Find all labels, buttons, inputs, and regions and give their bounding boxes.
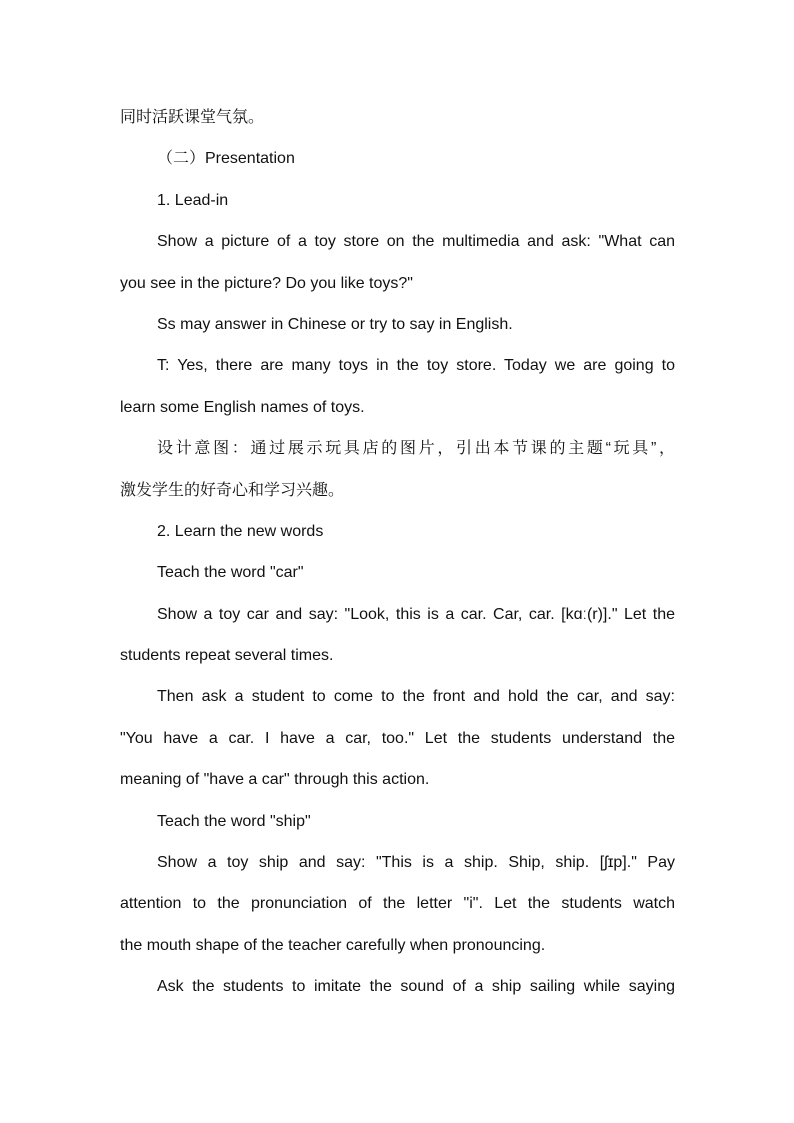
paragraph-line: Then ask a student to come to the front and hold the car, and say:: [157, 688, 675, 706]
subheading-learn-new-words: 2. Learn the new words: [157, 522, 324, 540]
paragraph-line: meaning of "have a car" through this action.: [120, 771, 430, 789]
paragraph-line: you see in the picture? Do you like toys?": [120, 274, 413, 292]
paragraph-line: "You have a car. I have a car, too." Let the students understand the: [120, 729, 675, 747]
paragraph-line: the mouth shape of the teacher carefully when pronouncing.: [120, 936, 546, 954]
paragraph-line: students repeat several times.: [120, 647, 334, 665]
paragraph-line: attention to the pronunciation of the letter "i". Let the students watch: [120, 895, 675, 913]
paragraph-line: Show a picture of a toy store on the multimedia and ask: "What can: [157, 233, 675, 251]
paragraph-line: Show a toy ship and say: "This is a ship. Ship, ship. [ʃɪp]." Pay: [157, 854, 675, 872]
paragraph-line: learn some English names of toys.: [120, 398, 365, 416]
paragraph-line: Show a toy car and say: "Look, this is a car. Car, car. [kɑː(r)]." Let the: [157, 605, 675, 623]
paragraph-line: Ss may answer in Chinese or try to say in English.: [157, 315, 513, 333]
section-heading-presentation: （二）Presentation: [157, 150, 295, 168]
subheading-teach-ship: Teach the word "ship": [157, 812, 311, 830]
paragraph-line: T: Yes, there are many toys in the toy store. Today we are going to: [157, 357, 675, 375]
paragraph-line: 同时活跃课堂气氛。: [120, 109, 265, 126]
design-intent-line: 设计意图：通过展示玩具店的图片，引出本节课的主题“玩具”，: [157, 440, 675, 458]
document-body: [120, 97, 675, 1008]
subheading-teach-car: Teach the word "car": [157, 564, 304, 582]
paragraph-line: Ask the students to imitate the sound of a ship sailing while saying: [157, 978, 675, 996]
design-intent-line: 激发学生的好奇心和学习兴趣。: [120, 481, 345, 499]
subheading-lead-in: 1. Lead-in: [157, 191, 229, 209]
